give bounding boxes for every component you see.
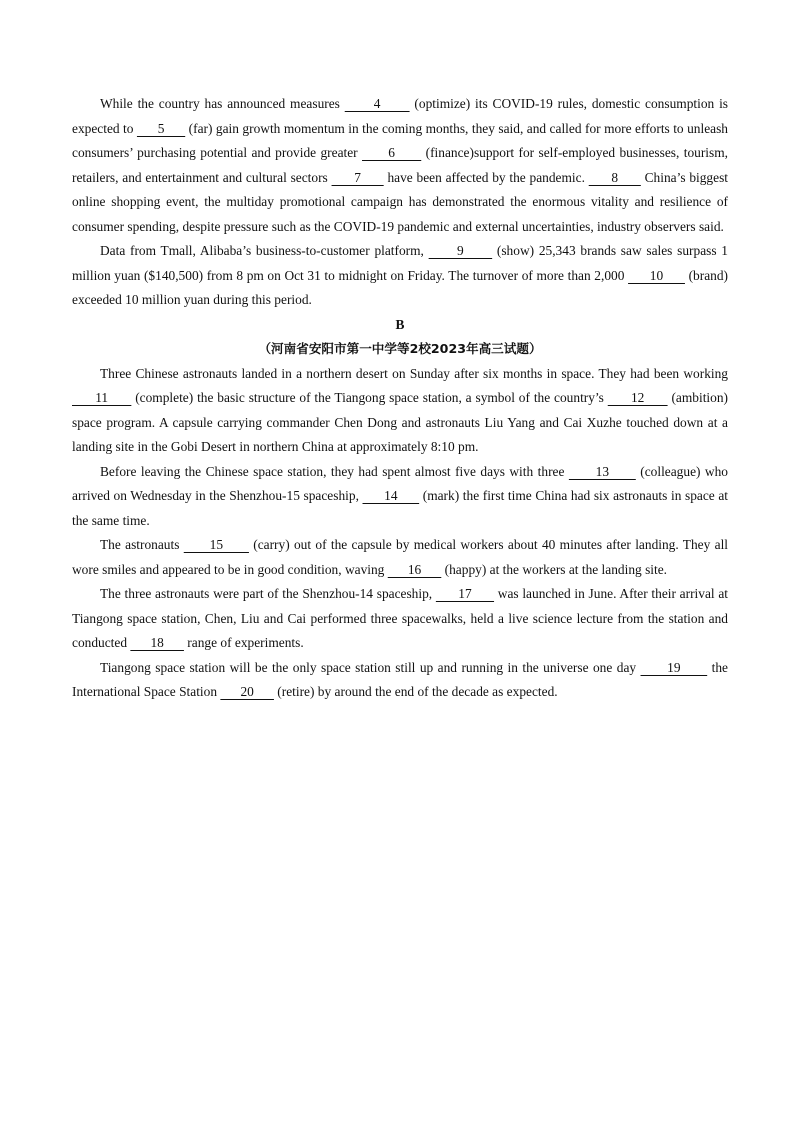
- text-run: Data from Tmall, Alibaba’s business-to-customer platform,: [100, 243, 429, 258]
- answer-blank: 15: [183, 537, 249, 552]
- paragraph-3: [72, 362, 728, 460]
- text-run: Before leaving the Chinese space station, they had spent almost five days with three: [100, 463, 569, 479]
- answer-blank: 18: [130, 635, 184, 650]
- section-b-label: B: [395, 316, 405, 332]
- text-run: (finance)support for self-employed businesses, tourism, retailers, and entertainment and cultural sectors: [72, 145, 728, 185]
- text-run: (colleague) who arrived on Wednesday in the Shenzhou-15 spaceship,: [72, 463, 728, 503]
- text-run: (carry) out of the capsule by medical workers about 40 minutes after landing. They all wore smiles and appeared to be in good condition, waving: [72, 537, 729, 577]
- text-run: (happy) at the workers at the landing site.: [441, 561, 668, 577]
- text-run: While the country has announced measures: [100, 96, 345, 111]
- answer-blank: 7: [331, 169, 384, 185]
- answer-blank: 14: [362, 488, 420, 503]
- answer-blank: 10: [628, 267, 685, 283]
- answer-blank: 13: [568, 463, 636, 479]
- text-run: The three astronauts were part of the Shenzhou-14 spaceship,: [100, 586, 436, 601]
- text-run: range of experiments.: [183, 635, 304, 650]
- text-run: was launched in June. After their arrival at Tiangong space station, Chen, Liu and Cai performed three spacewalks, held a live science lecture from the station and conducted: [72, 586, 729, 650]
- section-b-source: （河南省安阳市第一中学等2校2023年高三试题）: [258, 341, 542, 356]
- answer-blank: 6: [362, 145, 422, 160]
- answer-blank: 4: [344, 96, 410, 111]
- text-run: Tiangong space station will be the only space station still up and running in the universe one day: [100, 659, 641, 675]
- paragraph-4: [72, 460, 728, 534]
- paragraph-2: [72, 239, 728, 313]
- answer-blank: 17: [435, 586, 495, 601]
- text-run: (retire) by around the end of the decade as expected.: [273, 684, 558, 699]
- text-run: (show) 25,343 brands saw sales surpass 1 million yuan ($140,500) from 8 pm on Oct 31 to midnight on Friday. The turnover of more than 2,000: [72, 243, 728, 283]
- answer-blank: 5: [136, 120, 186, 136]
- text-run: (complete) the basic structure of the Tiangong space station, a symbol of the country’s: [131, 390, 608, 405]
- answer-blank: 9: [428, 243, 493, 258]
- text-run: (mark) the first time China had six astronauts in space at the same time.: [72, 488, 728, 528]
- paragraph-7: [72, 656, 728, 705]
- text-run: (brand) exceeded 10 million yuan during this period.: [72, 267, 728, 307]
- answer-blank: 19: [640, 659, 708, 675]
- answer-blank: 8: [588, 169, 641, 185]
- text-run: the International Space Station: [72, 659, 728, 699]
- text-run: have been affected by the pandemic.: [383, 169, 589, 185]
- answer-blank: 20: [220, 684, 274, 699]
- answer-blank: 11: [72, 390, 132, 405]
- text-run: The astronauts: [100, 537, 184, 552]
- text-run: (optimize) its COVID-19 rules, domestic consumption is expected to: [72, 96, 729, 136]
- text-run: (ambition) space program. A capsule carrying commander Chen Dong and astronauts Liu Yang and Cai Xuzhe touched down at a landing site in the Gobi Desert in northern China at approximately 8:10 pm.: [72, 390, 728, 454]
- text-run: Three Chinese astronauts landed in a northern desert on Sunday after six months in space. They had been working: [100, 365, 728, 381]
- paragraph-1: [72, 92, 728, 239]
- answer-blank: 12: [607, 390, 668, 405]
- paragraph-6: [72, 582, 728, 656]
- text-run: China’s biggest online shopping event, the multiday promotional campaign has demonstrated the enormous vitality and resilience of consumer spending, despite pressure such as the COVID-19 pandemic and external uncertainties, industry observers said.: [72, 169, 728, 234]
- answer-blank: 16: [387, 561, 442, 577]
- paragraph-5: [72, 533, 728, 582]
- text-run: (far) gain growth momentum in the coming months, they said, and called for more efforts to unleash consumers’ purchasing potential and provide greater: [72, 120, 728, 160]
- document-body: [72, 92, 728, 705]
